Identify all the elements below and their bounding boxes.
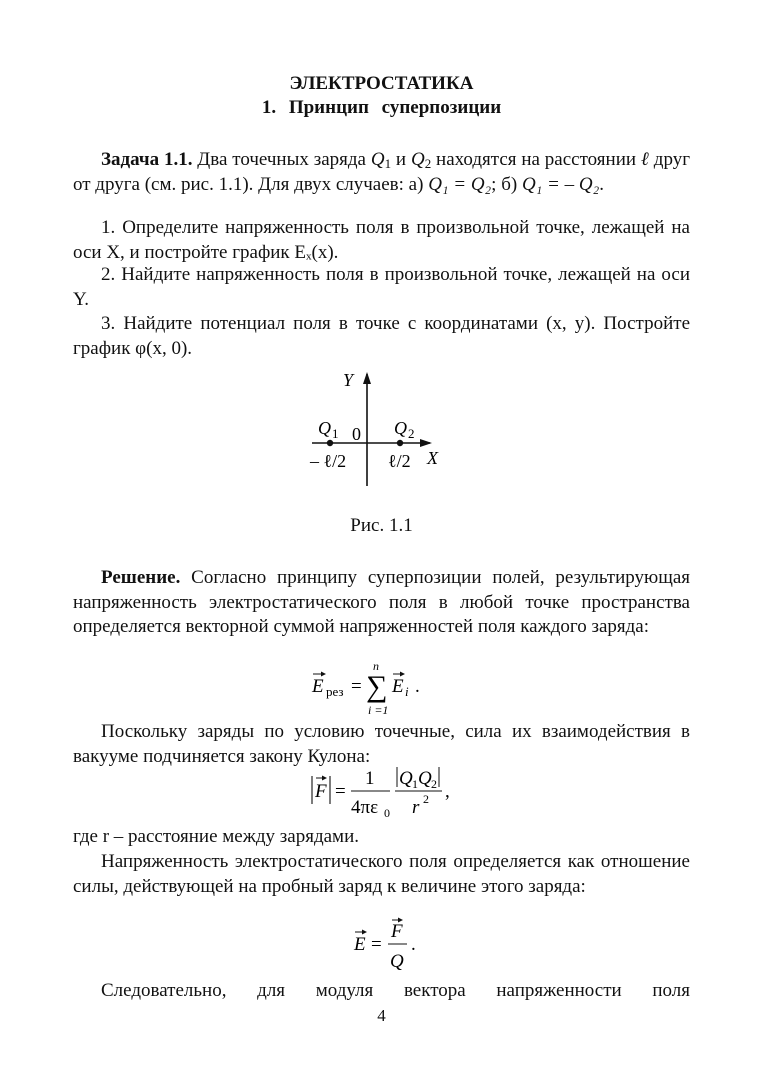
problem-item-3 [73, 312, 690, 361]
f2-comma: , [445, 781, 450, 802]
sum-icon: ∑ [366, 670, 388, 703]
f2-Q2-sub: 2 [431, 777, 437, 791]
coulomb-paragraph [73, 720, 690, 769]
problem-statement [73, 148, 690, 197]
f1-sum-top: n [373, 660, 379, 673]
problem-and: и [391, 149, 411, 170]
q1-label-sub: 1 [332, 426, 339, 441]
f1-eq: = [351, 676, 362, 697]
vector-arrow-icon [322, 776, 327, 781]
f3-eq: = [371, 934, 382, 955]
f1-i-sub: i [405, 684, 409, 699]
f2-num: 1 [365, 768, 375, 789]
distance-line [73, 825, 690, 850]
figure-1-1 [290, 366, 470, 494]
field-definition-paragraph [73, 850, 690, 899]
problem-text-c: друг от друга (см. рис. 1.1). Для двух случаев: а) [73, 149, 691, 195]
f2-eq: = [335, 781, 346, 802]
f2-r: r [412, 797, 420, 818]
right-position-label: ℓ/2 [388, 451, 411, 471]
f1-E: E [312, 676, 324, 697]
x-axis-label: X [427, 448, 438, 468]
charge-q2-dot [397, 440, 403, 446]
problem-text-b: находятся на расстоянии [431, 149, 641, 170]
f2-Q1-sub: 1 [412, 777, 418, 791]
f1-E-sub: рез [326, 684, 344, 699]
q2-subscript: 2 [424, 156, 432, 171]
solution-text3: где r – расстояние между зарядами. [73, 826, 359, 847]
problem-item-2 [73, 263, 690, 312]
item3-text: 3. Найдите потенциал поля в точке с координатами (x, y). Постройте график φ(x, 0). [73, 313, 690, 359]
section-title: 1. Принцип суперпозиции [261, 97, 502, 118]
f2-den-sub: 0 [384, 806, 390, 820]
case-a: Q₁ = Q₂ [428, 173, 492, 195]
problem-label: Задача 1.1. [101, 149, 193, 170]
q1-subscript: 1 [384, 156, 392, 171]
f3-dot: . [411, 934, 416, 955]
f1-dot: . [415, 676, 420, 697]
figure-caption: Рис. 1.1 [350, 515, 413, 536]
f3-F: F [391, 921, 403, 942]
f2-F: F [315, 781, 327, 802]
q1-label: Q [318, 418, 331, 438]
formula-superposition [302, 660, 462, 720]
f3-E: E [354, 934, 366, 955]
q2-label-sub: 2 [408, 426, 415, 441]
q2-symbol: Q [410, 149, 425, 170]
solution-text4: Напряженность электростатического поля определяется как отношение силы, действующей на пробный заряд к величине этого заряда: [73, 851, 690, 897]
case-b: Q₁ = – Q₂ [521, 173, 600, 195]
ell-symbol: ℓ [640, 149, 649, 170]
f1-Ei: E [392, 676, 404, 697]
formula-field [344, 916, 434, 976]
problem-text-e: . [599, 173, 604, 195]
y-axis-label: Y [343, 370, 354, 390]
solution-text5: Следовательно, для модуля вектора напряженности поля [101, 980, 690, 1001]
f2-pow: 2 [423, 792, 429, 806]
origin-label: 0 [352, 424, 361, 444]
solution-text2: Поскольку заряды по условию точечные, сила их взаимодействия в вакууме подчиняется закону Кулона: [73, 721, 690, 767]
item1-text: 1. Определите напряженность поля в произвольной точке, лежащей на оси X, и постройте график Eₓ(x). [73, 217, 690, 263]
chapter-title: ЭЛЕКТРОСТАТИКА [289, 73, 474, 94]
f2-den: 4πε [351, 797, 379, 818]
solution-label: Решение. [101, 567, 181, 588]
q2-label: Q [394, 418, 407, 438]
f1-sum-bottom: i =1 [368, 703, 389, 717]
f2-Q2: Q [418, 768, 432, 789]
problem-text-a: Два точечных заряда [192, 149, 371, 170]
y-axis-arrow-icon [363, 372, 371, 384]
problem-item-1 [73, 216, 690, 265]
page-number: 4 [377, 1006, 386, 1025]
formula-coulomb [304, 764, 464, 824]
f3-Q: Q [390, 951, 404, 972]
solution-text1: Согласно принципу суперпозиции полей, результирующая напряженность электростатического поля в любой точке пространства определяется векторной суммой напряженностей поля каждого заряда: [73, 567, 690, 637]
solution-paragraph [73, 566, 690, 640]
continuation-paragraph [73, 979, 690, 1004]
q1-symbol: Q [370, 149, 385, 170]
f2-Q1: Q [399, 768, 413, 789]
item2-text: 2. Найдите напряженность поля в произвольной точке, лежащей на оси Y. [73, 264, 690, 310]
left-position-label: – ℓ/2 [310, 451, 347, 471]
problem-text-d: ; б) [491, 173, 522, 195]
x-axis-arrow-icon [420, 439, 432, 447]
